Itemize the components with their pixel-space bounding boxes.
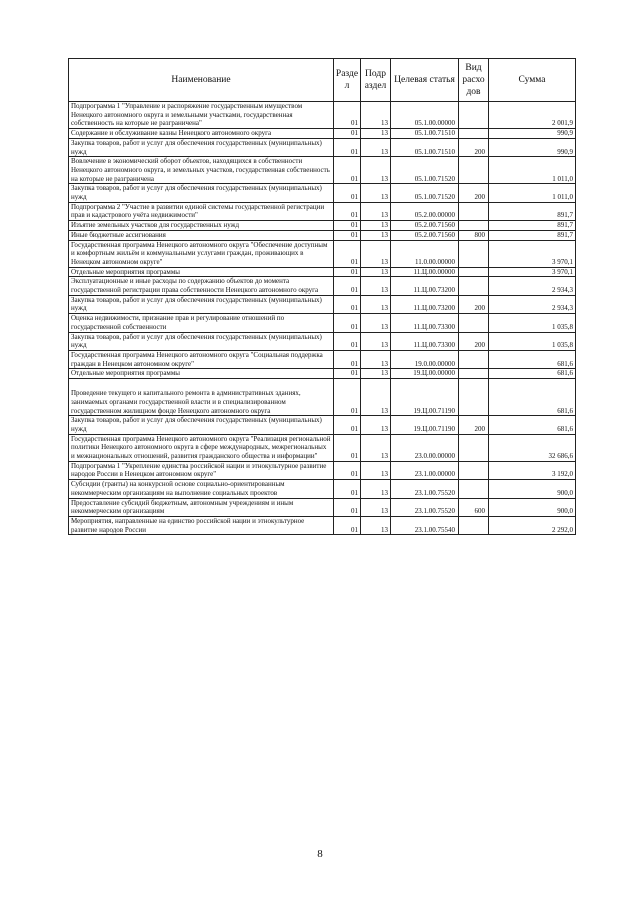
row-section: 01 bbox=[334, 379, 361, 416]
row-sum: 681,6 bbox=[489, 416, 576, 434]
row-target: 05.2.00.71560 bbox=[391, 230, 459, 240]
row-section: 01 bbox=[334, 516, 361, 534]
header-expense-type: Вид расхо дов bbox=[459, 59, 489, 102]
row-sum: 32 686,6 bbox=[489, 434, 576, 461]
row-name: Изъятие земельных участков для государственных нужд bbox=[69, 221, 334, 231]
row-subsection: 13 bbox=[361, 240, 391, 267]
row-section: 01 bbox=[334, 157, 361, 184]
row-target: 05.1.00.71510 bbox=[391, 129, 459, 139]
table-row bbox=[69, 516, 576, 534]
table-row bbox=[69, 230, 576, 240]
row-subsection: 13 bbox=[361, 184, 391, 202]
row-expense-type bbox=[459, 434, 489, 461]
row-subsection: 13 bbox=[361, 369, 391, 379]
row-subsection: 13 bbox=[361, 138, 391, 156]
row-name: Проведение текущего и капитального ремонта в административных зданиях, занимаемых органами государственной власти и в специализированном государственном жилищном фонде Ненецкого автономного округа bbox=[69, 379, 334, 416]
row-section: 01 bbox=[334, 480, 361, 498]
row-sum: 681,6 bbox=[489, 369, 576, 379]
row-sum: 3 970,1 bbox=[489, 267, 576, 277]
table-header-row bbox=[69, 59, 576, 102]
row-section: 01 bbox=[334, 230, 361, 240]
table-row bbox=[69, 102, 576, 129]
row-expense-type bbox=[459, 516, 489, 534]
row-subsection: 13 bbox=[361, 314, 391, 332]
row-subsection: 13 bbox=[361, 461, 391, 479]
row-sum: 2 292,0 bbox=[489, 516, 576, 534]
row-section: 01 bbox=[334, 461, 361, 479]
row-subsection: 13 bbox=[361, 221, 391, 231]
row-target: 11.0.00.00000 bbox=[391, 240, 459, 267]
row-section: 01 bbox=[334, 102, 361, 129]
row-sum: 3 192,0 bbox=[489, 461, 576, 479]
row-target: 23.1.00.75540 bbox=[391, 516, 459, 534]
row-target: 11.Ц.00.73200 bbox=[391, 295, 459, 313]
row-target: 05.1.00.71520 bbox=[391, 157, 459, 184]
row-target: 19.0.00.00000 bbox=[391, 350, 459, 368]
row-section: 01 bbox=[334, 138, 361, 156]
row-sum: 1 011,0 bbox=[489, 157, 576, 184]
row-section: 01 bbox=[334, 184, 361, 202]
row-expense-type: 200 bbox=[459, 332, 489, 350]
row-name: Подпрограмма 1 "Управление и распоряжение государственным имуществом Ненецкого автономного округа и земельными участками, государственная собственность на которые не разграничена" bbox=[69, 102, 334, 129]
row-subsection: 13 bbox=[361, 129, 391, 139]
row-target: 05.2.00.71560 bbox=[391, 221, 459, 231]
row-subsection: 13 bbox=[361, 480, 391, 498]
row-name: Государственная программа Ненецкого автономного округа "Социальная поддержка граждан в Ненецком автономном округе" bbox=[69, 350, 334, 368]
row-subsection: 13 bbox=[361, 230, 391, 240]
row-name: Закупка товаров, работ и услуг для обеспечения государственных (муниципальных) нужд bbox=[69, 416, 334, 434]
row-sum: 1 035,8 bbox=[489, 314, 576, 332]
table-row bbox=[69, 157, 576, 184]
row-target: 19.Ц.00.00000 bbox=[391, 369, 459, 379]
row-target: 11.Ц.00.73300 bbox=[391, 314, 459, 332]
row-sum: 990,9 bbox=[489, 129, 576, 139]
row-expense-type bbox=[459, 379, 489, 416]
row-expense-type bbox=[459, 157, 489, 184]
row-expense-type bbox=[459, 202, 489, 220]
row-expense-type: 200 bbox=[459, 184, 489, 202]
row-sum: 891,7 bbox=[489, 230, 576, 240]
budget-table bbox=[68, 58, 576, 535]
row-name: Эксплуатационные и иные расходы по содержанию объектов до момента государственной регистрации права собственности Ненецкого автономного округа bbox=[69, 277, 334, 295]
table-row bbox=[69, 498, 576, 516]
row-expense-type bbox=[459, 267, 489, 277]
row-expense-type bbox=[459, 369, 489, 379]
row-name: Государственная программа Ненецкого автономного округа "Реализация региональной политики Ненецкого автономного округа в сфере международных, межрегиональных и межнациональных отношений, развития гражданского общества и информации" bbox=[69, 434, 334, 461]
row-expense-type bbox=[459, 314, 489, 332]
table-row bbox=[69, 267, 576, 277]
table-row bbox=[69, 314, 576, 332]
row-expense-type: 200 bbox=[459, 416, 489, 434]
row-section: 01 bbox=[334, 129, 361, 139]
row-expense-type bbox=[459, 277, 489, 295]
table-row bbox=[69, 202, 576, 220]
row-name: Закупка товаров, работ и услуг для обеспечения государственных (муниципальных) нужд bbox=[69, 138, 334, 156]
row-name: Вовлечение в экономический оборот объектов, находящихся в собственности Ненецкого автономного округа, и земельных участков, государственная собственность на которые не разграничена bbox=[69, 157, 334, 184]
row-subsection: 13 bbox=[361, 202, 391, 220]
row-expense-type bbox=[459, 102, 489, 129]
row-sum: 681,6 bbox=[489, 379, 576, 416]
row-target: 19.Ц.00.71190 bbox=[391, 416, 459, 434]
row-target: 05.1.00.71520 bbox=[391, 184, 459, 202]
row-sum: 1 035,8 bbox=[489, 332, 576, 350]
row-sum: 900,0 bbox=[489, 498, 576, 516]
row-expense-type bbox=[459, 240, 489, 267]
table-row bbox=[69, 184, 576, 202]
row-subsection: 13 bbox=[361, 277, 391, 295]
row-sum: 2 001,9 bbox=[489, 102, 576, 129]
table-row bbox=[69, 416, 576, 434]
page-number: 8 bbox=[317, 848, 323, 860]
table-row bbox=[69, 295, 576, 313]
table-row bbox=[69, 129, 576, 139]
row-target: 11.Ц.00.00000 bbox=[391, 267, 459, 277]
row-sum: 681,6 bbox=[489, 350, 576, 368]
row-section: 01 bbox=[334, 267, 361, 277]
row-section: 01 bbox=[334, 350, 361, 368]
row-subsection: 13 bbox=[361, 332, 391, 350]
row-name: Оценка недвижимости, признание прав и регулирование отношений по государственной собственности bbox=[69, 314, 334, 332]
row-subsection: 13 bbox=[361, 516, 391, 534]
row-name: Государственная программа Ненецкого автономного округа "Обеспечение доступным и комфортным жильём и коммунальными услугами граждан, проживающих в Ненецком автономном округе" bbox=[69, 240, 334, 267]
table-row bbox=[69, 480, 576, 498]
row-name: Субсидии (гранты) на конкурсной основе социально-ориентированным некоммерческим организациям на выполнение социальных проектов bbox=[69, 480, 334, 498]
row-sum: 2 934,3 bbox=[489, 277, 576, 295]
table-row bbox=[69, 221, 576, 231]
row-subsection: 13 bbox=[361, 102, 391, 129]
row-section: 01 bbox=[334, 240, 361, 267]
row-name: Подпрограмма 2 "Участие в развитии единой системы государственной регистрации прав и кадастрового учёта недвижимости" bbox=[69, 202, 334, 220]
row-section: 01 bbox=[334, 314, 361, 332]
row-target: 05.2.00.00000 bbox=[391, 202, 459, 220]
row-sum: 3 970,1 bbox=[489, 240, 576, 267]
row-name: Отдельные мероприятия программы bbox=[69, 369, 334, 379]
row-name: Мероприятия, направленные на единство российской нации и этнокультурное развитие народов России bbox=[69, 516, 334, 534]
row-expense-type bbox=[459, 350, 489, 368]
row-subsection: 13 bbox=[361, 416, 391, 434]
row-name: Предоставление субсидий бюджетным, автономным учреждениям и иным некоммерческим организациям bbox=[69, 498, 334, 516]
row-expense-type: 200 bbox=[459, 138, 489, 156]
row-expense-type bbox=[459, 480, 489, 498]
row-expense-type: 600 bbox=[459, 498, 489, 516]
row-section: 01 bbox=[334, 416, 361, 434]
row-section: 01 bbox=[334, 498, 361, 516]
row-subsection: 13 bbox=[361, 498, 391, 516]
row-section: 01 bbox=[334, 277, 361, 295]
row-expense-type bbox=[459, 221, 489, 231]
row-name: Подпрограмма 1 "Укрепление единства российской нации и этнокультурное развитие народов России в Ненецком автономном округе" bbox=[69, 461, 334, 479]
table-row bbox=[69, 379, 576, 416]
row-section: 01 bbox=[334, 369, 361, 379]
header-name: Наименование bbox=[69, 59, 334, 102]
row-sum: 1 011,0 bbox=[489, 184, 576, 202]
row-target: 05.1.00.00000 bbox=[391, 102, 459, 129]
row-sum: 891,7 bbox=[489, 202, 576, 220]
row-section: 01 bbox=[334, 434, 361, 461]
header-target: Целевая статья bbox=[391, 59, 459, 102]
row-name: Иные бюджетные ассигнования bbox=[69, 230, 334, 240]
table-row bbox=[69, 138, 576, 156]
row-name: Закупка товаров, работ и услуг для обеспечения государственных (муниципальных) нужд bbox=[69, 295, 334, 313]
row-subsection: 13 bbox=[361, 267, 391, 277]
row-sum: 891,7 bbox=[489, 221, 576, 231]
row-target: 23.1.00.75520 bbox=[391, 498, 459, 516]
row-section: 01 bbox=[334, 332, 361, 350]
row-target: 23.0.00.00000 bbox=[391, 434, 459, 461]
row-target: 23.1.00.75520 bbox=[391, 480, 459, 498]
row-section: 01 bbox=[334, 221, 361, 231]
row-name: Содержание и обслуживание казны Ненецкого автономного округа bbox=[69, 129, 334, 139]
row-expense-type bbox=[459, 129, 489, 139]
table-row bbox=[69, 332, 576, 350]
row-subsection: 13 bbox=[361, 157, 391, 184]
row-sum: 2 934,3 bbox=[489, 295, 576, 313]
row-section: 01 bbox=[334, 295, 361, 313]
row-sum: 900,0 bbox=[489, 480, 576, 498]
row-target: 11.Ц.00.73200 bbox=[391, 277, 459, 295]
header-subsection: Подр аздел bbox=[361, 59, 391, 102]
row-subsection: 13 bbox=[361, 434, 391, 461]
row-target: 11.Ц.00.73300 bbox=[391, 332, 459, 350]
row-expense-type: 200 bbox=[459, 295, 489, 313]
table-row bbox=[69, 461, 576, 479]
header-sum: Сумма bbox=[489, 59, 576, 102]
header-section: Разде л bbox=[334, 59, 361, 102]
row-name: Закупка товаров, работ и услуг для обеспечения государственных (муниципальных) нужд bbox=[69, 332, 334, 350]
row-expense-type: 800 bbox=[459, 230, 489, 240]
table-row bbox=[69, 240, 576, 267]
row-target: 19.Ц.00.71190 bbox=[391, 379, 459, 416]
row-subsection: 13 bbox=[361, 379, 391, 416]
row-expense-type bbox=[459, 461, 489, 479]
row-target: 23.1.00.00000 bbox=[391, 461, 459, 479]
row-subsection: 13 bbox=[361, 350, 391, 368]
row-sum: 990,9 bbox=[489, 138, 576, 156]
table-row bbox=[69, 277, 576, 295]
table-row bbox=[69, 350, 576, 368]
row-subsection: 13 bbox=[361, 295, 391, 313]
row-target: 05.1.00.71510 bbox=[391, 138, 459, 156]
row-section: 01 bbox=[334, 202, 361, 220]
row-name: Отдельные мероприятия программы bbox=[69, 267, 334, 277]
row-name: Закупка товаров, работ и услуг для обеспечения государственных (муниципальных) нужд bbox=[69, 184, 334, 202]
table-row bbox=[69, 434, 576, 461]
table-row bbox=[69, 369, 576, 379]
